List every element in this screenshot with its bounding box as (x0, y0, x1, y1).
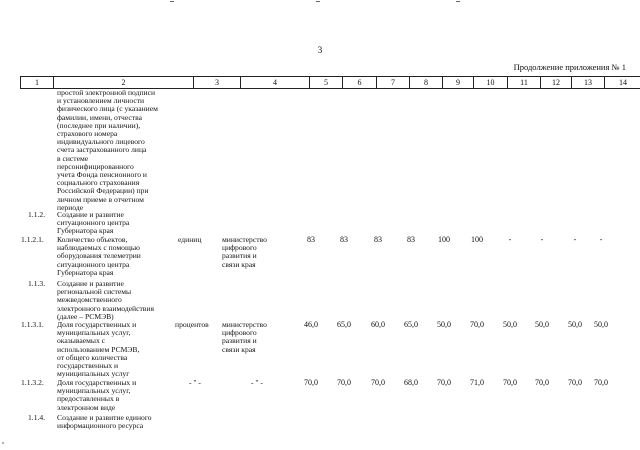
indicator-name: Доля государственных и муниципальных услуг, предоставленных в электронном виде (57, 378, 137, 412)
unit-of-measure: - " - (189, 378, 201, 387)
header-cell: 7 (377, 77, 410, 89)
responsible-executor: министерство цифрового развития и связи края (222, 235, 267, 269)
scan-mark (456, 1, 460, 2)
header-row (21, 77, 640, 89)
header-cell: 9 (443, 77, 474, 89)
value-cell: - (540, 235, 544, 244)
value-cell: 50,0 (568, 320, 582, 329)
value-cell: 70,0 (503, 378, 517, 387)
value-cell: 50,0 (594, 320, 608, 329)
value-cell: 83 (340, 235, 348, 244)
value-cell: 70,0 (470, 320, 484, 329)
value-cell: 70,0 (437, 378, 451, 387)
scan-mark (316, 1, 320, 2)
value-cell: 68,0 (404, 378, 418, 387)
header-cell: 6 (343, 77, 377, 89)
header-cell: 3 (194, 77, 241, 89)
section-title: Создание и развитие региональной системы межведомственного электронного взаимодействия (далее – РСМЭВ) (57, 279, 154, 321)
value-cell: 70,0 (535, 378, 549, 387)
value-cell: 65,0 (337, 320, 351, 329)
appendix-continuation-label: Продолжение приложения № 1 (513, 62, 626, 72)
scan-speck (2, 442, 4, 444)
responsible-executor: министерство цифрового развития и связи края (222, 320, 267, 354)
unit-of-measure: процентов (175, 320, 209, 329)
header-cell: 2 (54, 77, 194, 89)
responsible-executor: - " - (251, 378, 263, 387)
value-cell: 50,0 (437, 320, 451, 329)
value-cell: 46,0 (304, 320, 318, 329)
row-code: 1.1.3.2. (21, 378, 44, 387)
value-cell: - (599, 235, 603, 244)
value-cell: 65,0 (404, 320, 418, 329)
header-cell: 11 (508, 77, 541, 89)
scan-mark (170, 1, 174, 2)
section-title: Создание и развитие ситуационного центра Губернатора края (57, 210, 130, 236)
indicator-description-continued: простой электронной подписи и установлением личности физического лица (с указанием фамилии, имени, отчества (последнее при наличии), страхового номера индивидуального лицевого счета застрахованного лица в системе персонифицированного учета Фонда пенсионного и социального страхования Российской Федерации) при личном приеме в отчетном периоде (57, 88, 158, 212)
value-cell: 83 (374, 235, 382, 244)
value-cell: 100 (471, 235, 483, 244)
value-cell: 50,0 (503, 320, 517, 329)
row-code: 1.1.4. (28, 413, 46, 422)
section-title: Создание и развитие единого информационного ресурса (57, 413, 152, 431)
header-cell: 5 (310, 77, 343, 89)
header-cell: 1 (21, 77, 54, 89)
value-cell: 71,0 (470, 378, 484, 387)
value-cell: 83 (407, 235, 415, 244)
row-code: 1.1.2.1. (21, 235, 44, 244)
indicator-name: Количество объектов, наблюдаемых с помощью оборудования телеметрии ситуационного центра Губернатора края (57, 235, 141, 277)
value-cell: 50,0 (535, 320, 549, 329)
header-cell: 14 (605, 77, 640, 89)
value-cell: 70,0 (304, 378, 318, 387)
indicator-name: Доля государственных и муниципальных услуг, оказываемых с использованием РСМЭВ, от общего количества государственных и муниципальных услуг (57, 320, 140, 379)
header-cell: 8 (410, 77, 443, 89)
value-cell: - (508, 235, 512, 244)
row-code: 1.1.2. (28, 210, 46, 219)
value-cell: 70,0 (568, 378, 582, 387)
header-cell: 4 (241, 77, 310, 89)
unit-of-measure: единиц (178, 235, 202, 244)
row-code: 1.1.3. (28, 279, 46, 288)
header-cell: 12 (541, 77, 572, 89)
value-cell: 70,0 (594, 378, 608, 387)
page-number: 3 (317, 45, 323, 55)
value-cell: 100 (438, 235, 450, 244)
header-cell: 10 (474, 77, 508, 89)
header-cell: 13 (572, 77, 605, 89)
value-cell: 70,0 (337, 378, 351, 387)
row-code: 1.1.3.1. (21, 320, 44, 329)
value-cell: 70,0 (371, 378, 385, 387)
value-cell: 83 (307, 235, 315, 244)
value-cell: - (573, 235, 577, 244)
value-cell: 60,0 (371, 320, 385, 329)
